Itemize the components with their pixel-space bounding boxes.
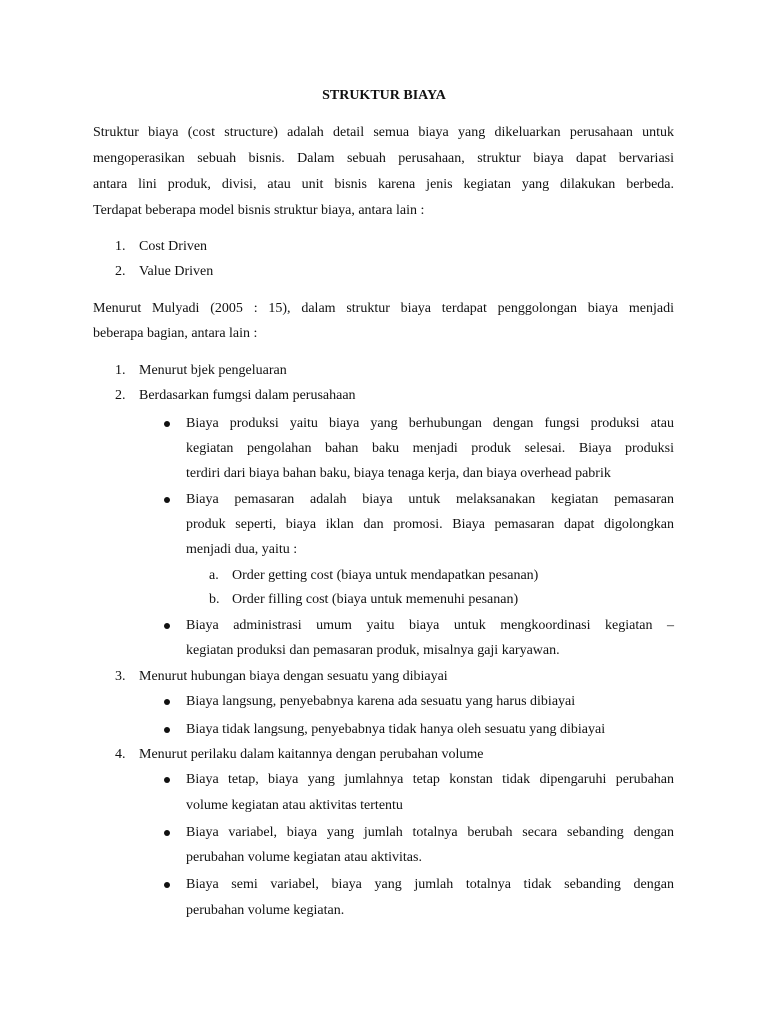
category-item: Menurut bjek pengeluaran	[139, 363, 287, 378]
bullet-line: Biaya pemasaran adalah biaya untuk melaksanakan kegiatan pemasaran	[186, 492, 674, 507]
bullet-line: Biaya produksi yaitu biaya yang berhubungan dengan fungsi produksi atau	[186, 416, 674, 431]
bullet-line: terdiri dari biaya bahan baku, biaya tenaga kerja, dan biaya overhead pabrik	[186, 466, 611, 481]
model-number: 1.	[115, 239, 126, 254]
sub-item-letter: b.	[209, 592, 220, 607]
model-item-cost-driven: Cost Driven	[139, 239, 208, 254]
bullet-dot	[164, 882, 170, 888]
bullet-line: Biaya variabel, biaya yang jumlah totalnya berubah secara sebanding dengan	[186, 825, 674, 840]
bullet-line: Biaya tetap, biaya yang jumlahnya tetap konstan tidak dipengaruhi perubahan	[186, 772, 674, 787]
bullet-line: kegiatan pengolahan bahan baku menjadi produk selesai. Biaya produksi	[186, 441, 674, 456]
bullet-dot	[164, 727, 170, 733]
bullet-line: Biaya administrasi umum yaitu biaya untuk mengkoordinasi kegiatan –	[186, 618, 674, 633]
category-number: 4.	[115, 747, 126, 762]
bullet-line: perubahan volume kegiatan atau aktivitas.	[186, 850, 422, 865]
mulyadi-line-2: beberapa bagian, antara lain :	[93, 326, 258, 341]
model-item-value-driven: Value Driven	[139, 264, 214, 279]
bullet-line: kegiatan produksi dan pemasaran produk, misalnya gaji karyawan.	[186, 643, 560, 658]
bullet-dot	[164, 777, 170, 783]
bullet-line: Biaya tidak langsung, penyebabnya tidak hanya oleh sesuatu yang dibiayai	[186, 722, 606, 737]
bullet-line: volume kegiatan atau aktivitas tertentu	[186, 798, 403, 813]
sub-item: Order filling cost (biaya untuk memenuhi pesanan)	[232, 592, 519, 607]
category-number: 3.	[115, 669, 126, 684]
intro-line-4: Terdapat beberapa model bisnis struktur biaya, antara lain :	[93, 203, 425, 218]
document-title: STRUKTUR BIAYA	[322, 88, 446, 103]
category-item: Menurut perilaku dalam kaitannya dengan perubahan volume	[139, 747, 484, 762]
model-number: 2.	[115, 264, 126, 279]
bullet-line: perubahan volume kegiatan.	[186, 903, 345, 918]
intro-line-2: mengoperasikan sebuah bisnis. Dalam sebuah perusahaan, struktur biaya dapat bervariasi	[93, 151, 674, 166]
intro-line-3: antara lini produk, divisi, atau unit bisnis karena jenis kegiatan yang dilakukan berbeda.	[93, 177, 674, 192]
bullet-line: Biaya semi variabel, biaya yang jumlah totalnya tidak sebanding dengan	[186, 877, 674, 892]
bullet-dot	[164, 699, 170, 705]
intro-line-1: Struktur biaya (cost structure) adalah detail semua biaya yang dikeluarkan perusahaan untuk	[93, 125, 674, 140]
category-item: Menurut hubungan biaya dengan sesuatu yang dibiayai	[139, 669, 448, 684]
bullet-line: Biaya langsung, penyebabnya karena ada sesuatu yang harus dibiayai	[186, 694, 576, 709]
category-item: Berdasarkan fumgsi dalam perusahaan	[139, 388, 356, 403]
bullet-line: menjadi dua, yaitu :	[186, 542, 298, 557]
bullet-line: produk seperti, biaya iklan dan promosi. Biaya pemasaran dapat digolongkan	[186, 517, 674, 532]
bullet-dot	[164, 830, 170, 836]
bullet-dot	[164, 497, 170, 503]
mulyadi-line-1: Menurut Mulyadi (2005 : 15), dalam struktur biaya terdapat penggolongan biaya menjadi	[93, 301, 674, 316]
category-number: 1.	[115, 363, 126, 378]
sub-item: Order getting cost (biaya untuk mendapatkan pesanan)	[232, 568, 539, 583]
sub-item-letter: a.	[209, 568, 219, 583]
bullet-dot	[164, 623, 170, 629]
bullet-dot	[164, 421, 170, 427]
category-number: 2.	[115, 388, 126, 403]
